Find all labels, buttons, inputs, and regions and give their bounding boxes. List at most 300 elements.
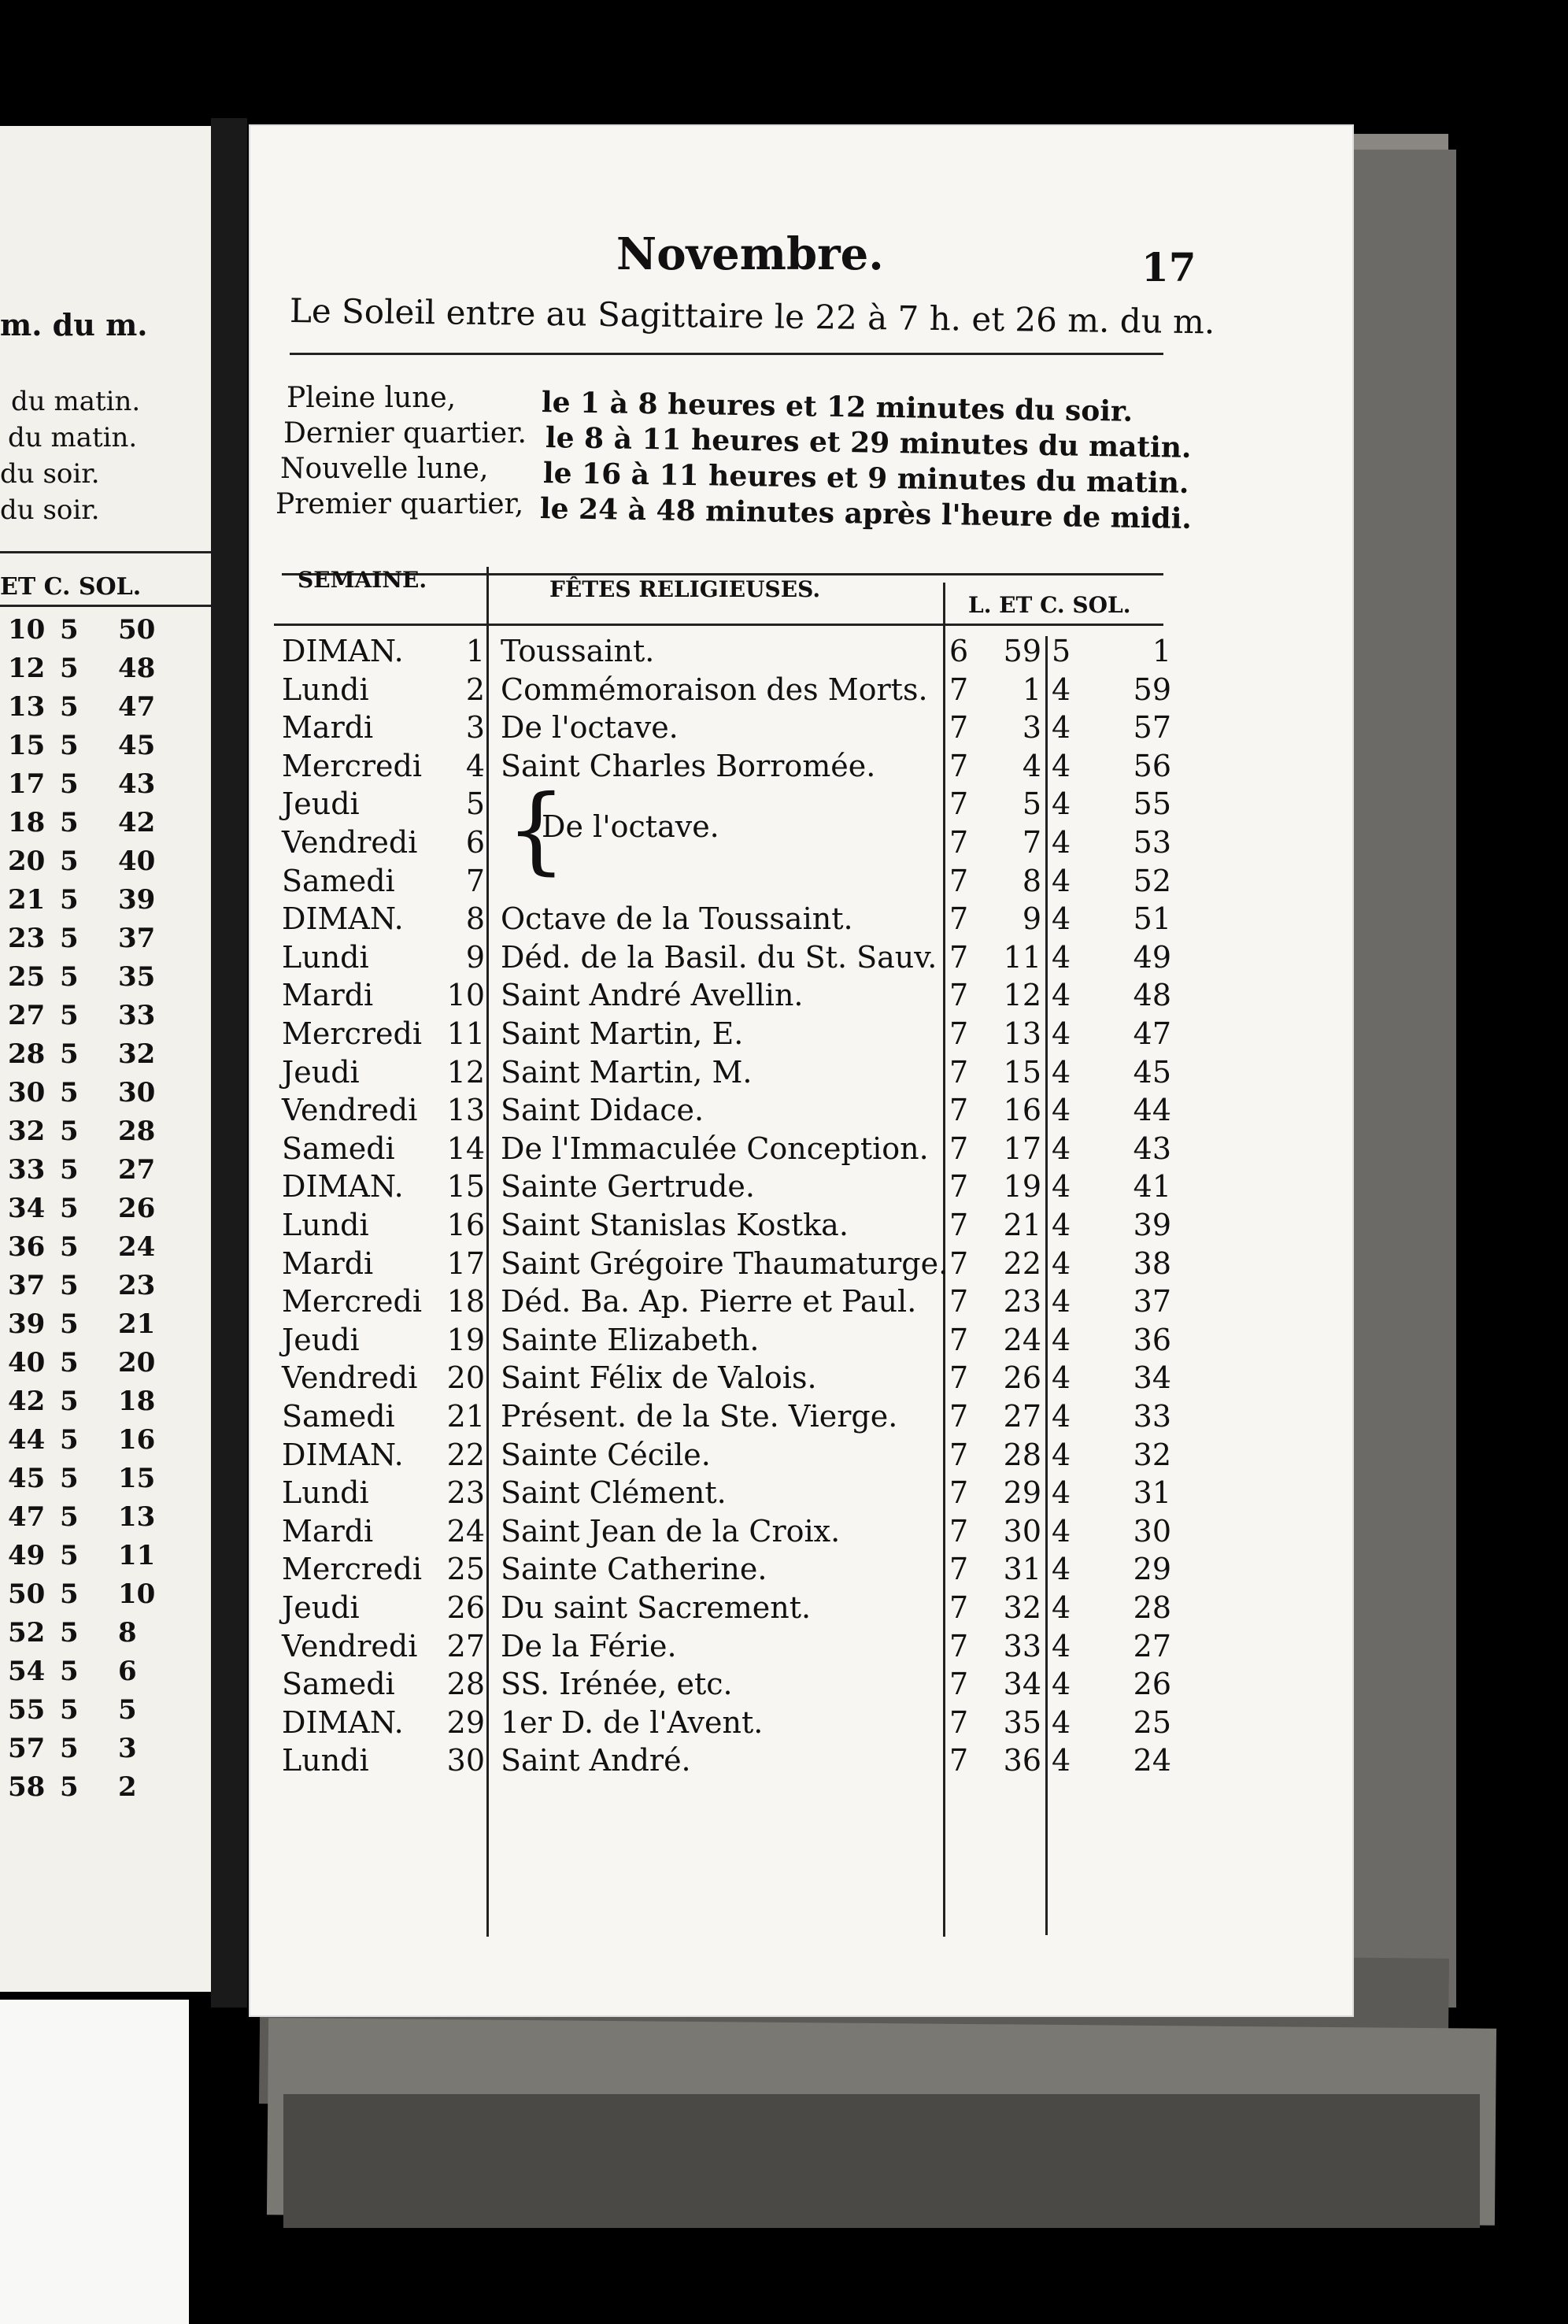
day-name: DIMAN. bbox=[282, 1169, 404, 1205]
left-minute: 17 bbox=[8, 768, 46, 800]
table-row bbox=[250, 1284, 1352, 1322]
sunset-minute: 29 bbox=[1133, 1552, 1171, 1587]
fete-name: Sainte Cécile. bbox=[501, 1437, 711, 1472]
day-name: Vendredi bbox=[282, 1628, 418, 1663]
left-sunset-minute: 40 bbox=[118, 846, 156, 877]
table-row bbox=[250, 710, 1352, 748]
sunset-hour: 4 bbox=[1052, 1704, 1071, 1740]
sunrise-minute: 19 bbox=[1003, 1169, 1041, 1205]
day-name: Vendredi bbox=[282, 825, 418, 860]
day-name: Mercredi bbox=[282, 1016, 422, 1051]
sunset-hour: 4 bbox=[1052, 710, 1071, 746]
left-minute: 47 bbox=[8, 1501, 46, 1533]
sunrise-hour: 7 bbox=[949, 1590, 969, 1625]
page-stack-bottom-shadow bbox=[283, 2094, 1480, 2228]
sunset-minute: 34 bbox=[1133, 1360, 1171, 1396]
left-sunset-hour: 5 bbox=[60, 1386, 79, 1417]
day-name: Samedi bbox=[282, 1399, 395, 1434]
left-header-fragment: m. du m. bbox=[0, 307, 148, 342]
left-sunset-hour: 5 bbox=[60, 1540, 79, 1571]
fete-name: Toussaint. bbox=[501, 634, 655, 668]
fete-name: De la Férie. bbox=[501, 1628, 677, 1663]
sunrise-minute: 17 bbox=[1003, 1131, 1041, 1166]
left-sunset-minute: 18 bbox=[118, 1386, 156, 1417]
left-sunset-minute: 15 bbox=[118, 1463, 156, 1494]
table-row bbox=[250, 749, 1352, 786]
table-row bbox=[250, 672, 1352, 710]
left-sunset-minute: 45 bbox=[118, 730, 156, 761]
day-name: Mardi bbox=[282, 1513, 374, 1549]
left-sunset-minute: 27 bbox=[118, 1154, 156, 1186]
left-sunset-hour: 5 bbox=[60, 653, 79, 684]
sunrise-minute: 33 bbox=[1003, 1628, 1041, 1663]
left-minute: 21 bbox=[8, 884, 46, 916]
sunset-minute: 59 bbox=[1133, 672, 1171, 707]
left-sunset-hour: 5 bbox=[60, 1270, 79, 1301]
sunrise-hour: 7 bbox=[949, 1667, 969, 1702]
fete-name: Du saint Sacrement. bbox=[501, 1590, 812, 1625]
sunset-minute: 32 bbox=[1133, 1437, 1171, 1472]
table-row bbox=[250, 1514, 1352, 1552]
fete-name: Saint Martin, M. bbox=[501, 1054, 753, 1090]
sunset-minute: 25 bbox=[1133, 1704, 1171, 1740]
sunrise-minute: 27 bbox=[1003, 1399, 1041, 1434]
left-sunset-minute: 8 bbox=[118, 1617, 137, 1649]
table-row bbox=[250, 1323, 1352, 1360]
sunset-minute: 28 bbox=[1133, 1590, 1171, 1625]
sunset-hour: 4 bbox=[1052, 1054, 1071, 1090]
sunset-minute: 1 bbox=[1152, 634, 1171, 668]
left-sunset-hour: 5 bbox=[60, 1038, 79, 1070]
sunset-minute: 33 bbox=[1133, 1399, 1171, 1434]
sunrise-hour: 7 bbox=[949, 825, 969, 860]
left-sunset-minute: 50 bbox=[118, 614, 156, 646]
day-number: 15 bbox=[446, 1169, 485, 1205]
book-spine-gutter bbox=[211, 118, 247, 2008]
day-number: 2 bbox=[465, 672, 485, 707]
sunrise-hour: 7 bbox=[949, 1628, 969, 1663]
sunset-hour: 4 bbox=[1052, 1437, 1071, 1472]
page-stack-right-edge-shadow bbox=[1354, 150, 1456, 2008]
phase-detail: le 1 à 8 heures et 12 minutes du soir. bbox=[541, 386, 1133, 428]
day-name: Samedi bbox=[282, 1131, 395, 1166]
table-row bbox=[250, 1169, 1352, 1207]
day-number: 13 bbox=[446, 1093, 485, 1128]
brace: { bbox=[506, 775, 567, 885]
fete-name: Saint Didace. bbox=[501, 1093, 704, 1128]
day-number: 27 bbox=[446, 1628, 485, 1663]
sunset-hour: 4 bbox=[1052, 863, 1071, 898]
almanac-page bbox=[250, 126, 1352, 2015]
rule bbox=[290, 353, 1163, 355]
left-sunset-hour: 5 bbox=[60, 1617, 79, 1649]
sunrise-minute: 59 bbox=[1003, 634, 1041, 668]
sunrise-hour: 7 bbox=[949, 901, 969, 937]
left-sunset-hour: 5 bbox=[60, 961, 79, 993]
phase-detail: le 8 à 11 heures et 29 minutes du matin. bbox=[545, 421, 1192, 464]
left-sunset-minute: 3 bbox=[118, 1733, 137, 1764]
sunrise-hour: 7 bbox=[949, 1399, 969, 1434]
sunrise-hour: 7 bbox=[949, 1513, 969, 1549]
day-number: 19 bbox=[446, 1322, 485, 1357]
left-sunset-hour: 5 bbox=[60, 730, 79, 761]
fete-name: Saint Clément. bbox=[501, 1475, 727, 1511]
left-minute: 54 bbox=[8, 1656, 46, 1687]
sunrise-minute: 4 bbox=[1022, 748, 1041, 783]
table-row bbox=[250, 1475, 1352, 1513]
fete-name: Présent. de la Ste. Vierge. bbox=[501, 1399, 898, 1434]
sunset-hour: 5 bbox=[1052, 634, 1071, 668]
sunset-hour: 4 bbox=[1052, 1667, 1071, 1702]
day-number: 23 bbox=[446, 1475, 485, 1511]
left-sunset-minute: 24 bbox=[118, 1231, 156, 1263]
sunrise-hour: 7 bbox=[949, 672, 969, 707]
day-name: Lundi bbox=[282, 939, 369, 975]
sunrise-minute: 1 bbox=[1022, 672, 1041, 707]
left-sunset-minute: 11 bbox=[118, 1540, 156, 1571]
sun-entry-line: Le Soleil entre au Sagittaire le 22 à 7 h. et 26 m. du m. bbox=[289, 291, 1215, 342]
sunset-hour: 4 bbox=[1052, 748, 1071, 783]
sunrise-hour: 7 bbox=[949, 1208, 969, 1242]
sunset-minute: 41 bbox=[1133, 1169, 1171, 1205]
sunrise-hour: 7 bbox=[949, 1131, 969, 1166]
table-row bbox=[250, 901, 1352, 939]
left-sunset-minute: 43 bbox=[118, 768, 156, 800]
left-page-fragment bbox=[0, 126, 211, 1992]
day-name: Mercredi bbox=[282, 1284, 422, 1319]
left-sunset-minute: 13 bbox=[118, 1501, 156, 1533]
left-minute: 34 bbox=[8, 1193, 46, 1224]
left-phase-fragment: du matin. bbox=[8, 422, 138, 453]
table-row bbox=[250, 1055, 1352, 1093]
day-name: Vendredi bbox=[282, 1093, 418, 1128]
fete-name: Saint André Avellin. bbox=[501, 978, 804, 1013]
day-number: 18 bbox=[446, 1284, 485, 1319]
left-sunset-minute: 21 bbox=[118, 1308, 156, 1340]
left-sunset-minute: 16 bbox=[118, 1424, 156, 1456]
left-sunset-hour: 5 bbox=[60, 846, 79, 877]
left-minute: 30 bbox=[8, 1077, 46, 1108]
left-sunset-minute: 6 bbox=[118, 1656, 137, 1687]
fete-name: Saint Stanislas Kostka. bbox=[501, 1208, 849, 1242]
sunset-hour: 4 bbox=[1052, 672, 1071, 707]
day-name: Mardi bbox=[282, 978, 374, 1013]
fete-name: Saint Jean de la Croix. bbox=[501, 1513, 841, 1549]
left-sunset-minute: 23 bbox=[118, 1270, 156, 1301]
sunset-minute: 49 bbox=[1133, 939, 1171, 975]
table-row bbox=[250, 1743, 1352, 1781]
sunset-minute: 39 bbox=[1133, 1208, 1171, 1242]
sunset-hour: 4 bbox=[1052, 1093, 1071, 1128]
day-number: 25 bbox=[446, 1552, 485, 1587]
left-sunset-minute: 10 bbox=[118, 1578, 156, 1610]
left-sunset-minute: 20 bbox=[118, 1347, 156, 1378]
sunrise-hour: 7 bbox=[949, 786, 969, 822]
sunrise-hour: 7 bbox=[949, 1322, 969, 1357]
table-row bbox=[250, 825, 1352, 863]
sunset-minute: 56 bbox=[1133, 748, 1171, 783]
sunset-hour: 4 bbox=[1052, 1743, 1071, 1778]
left-minute: 50 bbox=[8, 1578, 46, 1610]
left-minute: 57 bbox=[8, 1733, 46, 1764]
left-rule bbox=[0, 551, 211, 553]
sunrise-minute: 16 bbox=[1003, 1093, 1041, 1128]
left-minute: 52 bbox=[8, 1617, 46, 1649]
phase-name: Premier quartier, bbox=[276, 488, 524, 520]
sunset-minute: 48 bbox=[1133, 978, 1171, 1013]
day-name: Lundi bbox=[282, 1208, 369, 1242]
left-minute: 27 bbox=[8, 1000, 46, 1031]
sunset-hour: 4 bbox=[1052, 1016, 1071, 1051]
left-sunset-hour: 5 bbox=[60, 1347, 79, 1378]
left-sunset-hour: 5 bbox=[60, 1771, 79, 1803]
left-sunset-hour: 5 bbox=[60, 1578, 79, 1610]
left-minute: 23 bbox=[8, 923, 46, 954]
day-number: 24 bbox=[446, 1513, 485, 1549]
left-phase-fragment: du soir. bbox=[0, 494, 100, 526]
left-sunset-hour: 5 bbox=[60, 1501, 79, 1533]
left-minute: 20 bbox=[8, 846, 46, 877]
left-minute: 45 bbox=[8, 1463, 46, 1494]
sunrise-minute: 30 bbox=[1003, 1513, 1041, 1549]
sunrise-minute: 35 bbox=[1003, 1704, 1041, 1740]
left-minute: 42 bbox=[8, 1386, 46, 1417]
sunset-hour: 4 bbox=[1052, 825, 1071, 860]
day-number: 3 bbox=[465, 710, 485, 746]
sunrise-minute: 24 bbox=[1003, 1322, 1041, 1357]
left-sunset-minute: 2 bbox=[118, 1771, 137, 1803]
table-row bbox=[250, 1590, 1352, 1628]
col-header-fetes: FÊTES RELIGIEUSES. bbox=[549, 576, 821, 602]
sunset-minute: 45 bbox=[1133, 1054, 1171, 1090]
day-number: 10 bbox=[446, 978, 485, 1013]
left-phase-fragment: du soir. bbox=[0, 458, 100, 490]
day-number: 21 bbox=[446, 1399, 485, 1434]
left-minute: 32 bbox=[8, 1116, 46, 1147]
left-minute: 13 bbox=[8, 691, 46, 723]
fete-name: Déd. Ba. Ap. Pierre et Paul. bbox=[501, 1284, 917, 1319]
col-header-soleil: L. ET C. SOL. bbox=[968, 592, 1131, 618]
sunset-hour: 4 bbox=[1052, 1475, 1071, 1511]
day-name: Jeudi bbox=[282, 1590, 360, 1625]
octave-brace-label: De l'octave. bbox=[542, 809, 719, 844]
left-sunset-minute: 39 bbox=[118, 884, 156, 916]
day-number: 12 bbox=[446, 1054, 485, 1090]
sunrise-hour: 7 bbox=[949, 1743, 969, 1778]
day-number: 6 bbox=[465, 825, 485, 860]
day-number: 4 bbox=[465, 748, 485, 783]
left-sunset-hour: 5 bbox=[60, 1231, 79, 1263]
day-name: Lundi bbox=[282, 1475, 369, 1511]
sunset-minute: 26 bbox=[1133, 1667, 1171, 1702]
day-name: DIMAN. bbox=[282, 634, 404, 668]
left-sunset-minute: 47 bbox=[118, 691, 156, 723]
sunset-minute: 27 bbox=[1133, 1628, 1171, 1663]
sunrise-minute: 13 bbox=[1003, 1016, 1041, 1051]
left-sunset-hour: 5 bbox=[60, 1116, 79, 1147]
day-name: Mardi bbox=[282, 1245, 374, 1281]
day-name: Jeudi bbox=[282, 1322, 360, 1357]
sunset-hour: 4 bbox=[1052, 939, 1071, 975]
phase-name: Nouvelle lune, bbox=[280, 453, 489, 485]
sunset-minute: 47 bbox=[1133, 1016, 1171, 1051]
sunrise-hour: 7 bbox=[949, 1016, 969, 1051]
page-number: 17 bbox=[1141, 244, 1196, 290]
sunrise-minute: 22 bbox=[1003, 1245, 1041, 1281]
day-name: Samedi bbox=[282, 863, 395, 898]
sunrise-hour: 7 bbox=[949, 1169, 969, 1205]
sunrise-hour: 7 bbox=[949, 1284, 969, 1319]
sunset-hour: 4 bbox=[1052, 978, 1071, 1013]
sunrise-minute: 32 bbox=[1003, 1590, 1041, 1625]
left-sunset-hour: 5 bbox=[60, 1308, 79, 1340]
table-row bbox=[250, 978, 1352, 1016]
sunset-minute: 24 bbox=[1133, 1743, 1171, 1778]
sunrise-minute: 21 bbox=[1003, 1208, 1041, 1242]
left-minute: 44 bbox=[8, 1424, 46, 1456]
day-number: 16 bbox=[446, 1208, 485, 1242]
day-name: DIMAN. bbox=[282, 1704, 404, 1740]
table-row bbox=[250, 1552, 1352, 1589]
sunset-minute: 37 bbox=[1133, 1284, 1171, 1319]
sunset-hour: 4 bbox=[1052, 1552, 1071, 1587]
table-row bbox=[250, 1131, 1352, 1169]
sunrise-minute: 29 bbox=[1003, 1475, 1041, 1511]
left-minute: 36 bbox=[8, 1231, 46, 1263]
left-minute: 58 bbox=[8, 1771, 46, 1803]
table-row bbox=[250, 1360, 1352, 1398]
fete-name: Saint Martin, E. bbox=[501, 1016, 744, 1051]
left-minute: 10 bbox=[8, 614, 46, 646]
left-sunset-hour: 5 bbox=[60, 1463, 79, 1494]
table-row bbox=[250, 940, 1352, 978]
sunrise-hour: 7 bbox=[949, 1245, 969, 1281]
day-number: 8 bbox=[465, 901, 485, 937]
sunset-minute: 43 bbox=[1133, 1131, 1171, 1166]
sunset-hour: 4 bbox=[1052, 1513, 1071, 1549]
sunset-hour: 4 bbox=[1052, 1360, 1071, 1396]
fete-name: Sainte Catherine. bbox=[501, 1552, 767, 1587]
left-sunset-hour: 5 bbox=[60, 1733, 79, 1764]
left-sunset-hour: 5 bbox=[60, 1193, 79, 1224]
sunset-hour: 4 bbox=[1052, 1590, 1071, 1625]
left-sunset-minute: 48 bbox=[118, 653, 156, 684]
left-page-bottom-margin bbox=[0, 2000, 189, 2324]
sunrise-minute: 3 bbox=[1022, 710, 1041, 746]
sunrise-hour: 7 bbox=[949, 863, 969, 898]
left-sunset-hour: 5 bbox=[60, 1656, 79, 1687]
left-sunset-minute: 28 bbox=[118, 1116, 156, 1147]
left-minute: 39 bbox=[8, 1308, 46, 1340]
table-row bbox=[250, 1705, 1352, 1743]
left-sunset-minute: 37 bbox=[118, 923, 156, 954]
fete-name: Saint Grégoire Thaumaturge. bbox=[501, 1245, 949, 1281]
sunset-hour: 4 bbox=[1052, 1284, 1071, 1319]
left-sunset-hour: 5 bbox=[60, 884, 79, 916]
day-number: 14 bbox=[446, 1131, 485, 1166]
sunrise-minute: 31 bbox=[1003, 1552, 1041, 1587]
left-minute: 28 bbox=[8, 1038, 46, 1070]
sunrise-minute: 34 bbox=[1003, 1667, 1041, 1702]
sunset-minute: 52 bbox=[1133, 863, 1171, 898]
col-header-semaine: SEMAINE. bbox=[298, 567, 427, 593]
fete-name: Sainte Elizabeth. bbox=[501, 1322, 760, 1357]
sunset-minute: 51 bbox=[1133, 901, 1171, 937]
sunset-minute: 38 bbox=[1133, 1245, 1171, 1281]
fete-name: Déd. de la Basil. du St. Sauv. bbox=[501, 939, 937, 975]
day-name: DIMAN. bbox=[282, 901, 404, 937]
left-minute: 55 bbox=[8, 1694, 46, 1726]
sunrise-minute: 5 bbox=[1022, 786, 1041, 822]
table-row bbox=[250, 1399, 1352, 1437]
left-phase-fragment: du matin. bbox=[11, 386, 141, 417]
day-number: 1 bbox=[465, 634, 485, 668]
sunrise-minute: 36 bbox=[1003, 1743, 1041, 1778]
table-row bbox=[250, 864, 1352, 901]
table-row bbox=[250, 1208, 1352, 1245]
day-name: Mardi bbox=[282, 710, 374, 746]
sunset-minute: 55 bbox=[1133, 786, 1171, 822]
phase-detail: le 16 à 11 heures et 9 minutes du matin. bbox=[542, 457, 1189, 500]
left-sunset-hour: 5 bbox=[60, 614, 79, 646]
day-name: Lundi bbox=[282, 1743, 369, 1778]
day-number: 29 bbox=[446, 1704, 485, 1740]
sunset-hour: 4 bbox=[1052, 1399, 1071, 1434]
sunrise-minute: 9 bbox=[1022, 901, 1041, 937]
day-name: Mercredi bbox=[282, 748, 422, 783]
sunrise-hour: 7 bbox=[949, 978, 969, 1013]
day-name: Jeudi bbox=[282, 786, 360, 822]
sunset-hour: 4 bbox=[1052, 1208, 1071, 1242]
sunset-hour: 4 bbox=[1052, 1131, 1071, 1166]
sunset-minute: 53 bbox=[1133, 825, 1171, 860]
sunrise-hour: 7 bbox=[949, 1054, 969, 1090]
fete-name: SS. Irénée, etc. bbox=[501, 1667, 733, 1702]
left-col-header: ET C. SOL. bbox=[0, 573, 142, 601]
left-sunset-hour: 5 bbox=[60, 768, 79, 800]
page-title: Novembre. bbox=[616, 228, 884, 280]
sunset-hour: 4 bbox=[1052, 1245, 1071, 1281]
day-number: 17 bbox=[446, 1245, 485, 1281]
sunrise-minute: 15 bbox=[1003, 1054, 1041, 1090]
sunrise-hour: 7 bbox=[949, 710, 969, 746]
sunrise-hour: 7 bbox=[949, 1360, 969, 1396]
sunrise-minute: 7 bbox=[1022, 825, 1041, 860]
sunset-hour: 4 bbox=[1052, 1322, 1071, 1357]
day-name: Mercredi bbox=[282, 1552, 422, 1587]
sunrise-hour: 7 bbox=[949, 1093, 969, 1128]
fete-name: Saint Charles Borromée. bbox=[501, 748, 876, 783]
left-sunset-hour: 5 bbox=[60, 1000, 79, 1031]
sunset-hour: 4 bbox=[1052, 1169, 1071, 1205]
left-sunset-hour: 5 bbox=[60, 691, 79, 723]
day-number: 9 bbox=[465, 939, 485, 975]
fete-name: Saint André. bbox=[501, 1743, 691, 1778]
left-minute: 33 bbox=[8, 1154, 46, 1186]
table-row bbox=[250, 1667, 1352, 1704]
left-sunset-hour: 5 bbox=[60, 923, 79, 954]
left-sunset-minute: 30 bbox=[118, 1077, 156, 1108]
left-sunset-minute: 42 bbox=[118, 807, 156, 838]
day-number: 30 bbox=[446, 1743, 485, 1778]
phase-name: Dernier quartier. bbox=[283, 417, 527, 450]
left-sunset-hour: 5 bbox=[60, 1424, 79, 1456]
left-minute: 12 bbox=[8, 653, 46, 684]
left-sunset-hour: 5 bbox=[60, 1077, 79, 1108]
table-row bbox=[250, 786, 1352, 824]
sunrise-minute: 26 bbox=[1003, 1360, 1041, 1396]
left-sunset-minute: 26 bbox=[118, 1193, 156, 1224]
